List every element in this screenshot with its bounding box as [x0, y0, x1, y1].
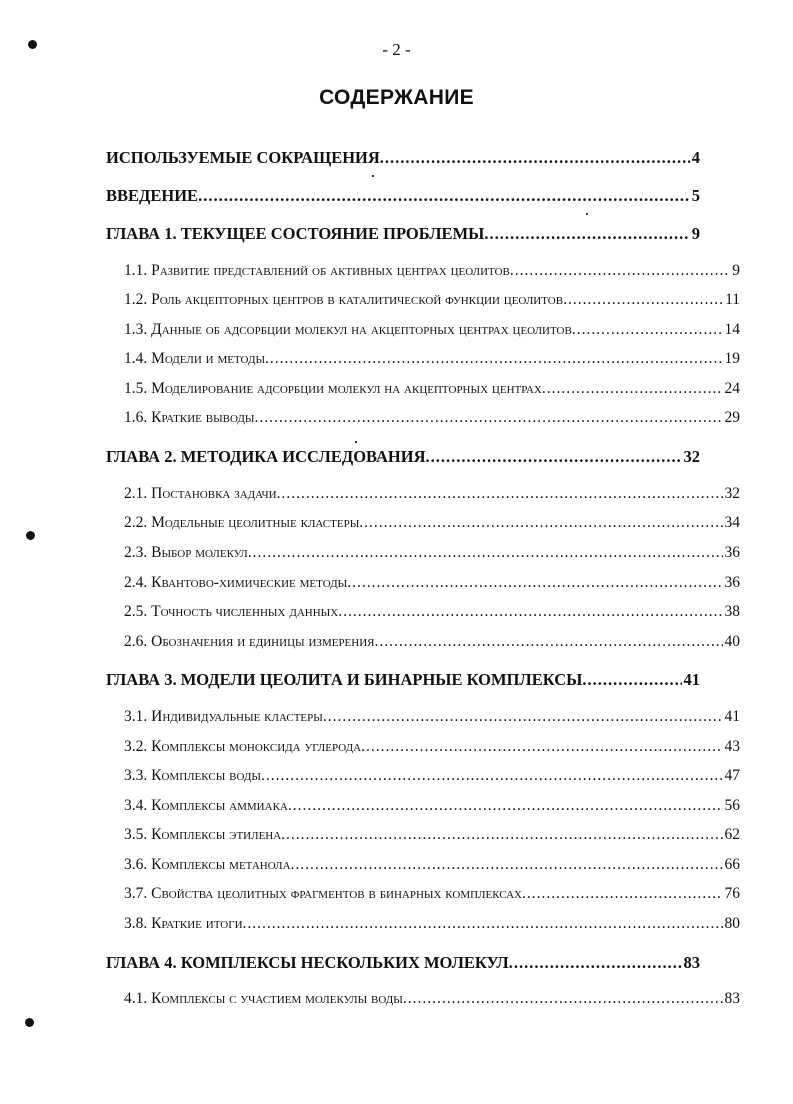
dot-leader [522, 885, 723, 903]
toc-entry-label: 1.5. Моделирование адсорбции молекул на акцепторных центрах [124, 380, 542, 397]
toc-chapter-4[interactable] [106, 953, 700, 973]
toc-chapter-1[interactable] [106, 224, 700, 244]
dot-leader [403, 990, 723, 1008]
scan-speck [586, 213, 588, 215]
toc-section-1-4[interactable] [124, 350, 740, 368]
toc-section-2-3[interactable] [124, 544, 740, 562]
dot-leader [338, 603, 722, 621]
toc-entry-page: 4 [691, 148, 700, 167]
dot-leader [582, 670, 681, 690]
toc-entry-label: 2.4. Квантово-химические методы [124, 574, 348, 591]
toc-entry-label: 1.3. Данные об адсорбции молекул на акцепторных центрах цеолитов [124, 321, 572, 338]
dot-leader [542, 380, 723, 398]
dot-leader [248, 544, 723, 562]
dot-leader [361, 738, 722, 756]
toc-section-3-4[interactable] [124, 797, 740, 815]
dot-leader [380, 148, 690, 168]
toc-chapter-introduction[interactable] [106, 186, 700, 206]
toc-entry-label: 3.5. Комплексы этилена [124, 826, 282, 843]
dot-leader [572, 321, 723, 339]
toc-entry-label: 2.5. Точность численных данных [124, 603, 339, 620]
dot-leader [375, 633, 723, 651]
toc-section-3-6[interactable] [124, 856, 740, 874]
toc-entry-label: 3.8. Краткие итоги [124, 915, 243, 932]
toc-entry-page: 9 [691, 224, 700, 243]
toc-entry-label: ВВЕДЕНИЕ [106, 186, 199, 205]
toc-section-3-8[interactable] [124, 915, 740, 933]
toc-entry-label: 3.7. Свойства цеолитных фрагментов в бинарных комплексах [124, 885, 522, 902]
toc-entry-label: ИСПОЛЬЗУЕМЫЕ СОКРАЩЕНИЯ [106, 148, 380, 167]
toc-section-4-1[interactable] [124, 990, 740, 1008]
dot-leader [509, 953, 682, 973]
dot-leader [484, 224, 689, 244]
toc-entry-label: 1.2. Роль акцепторных центров в каталитической функции цеолитов [124, 291, 564, 308]
toc-entry-page: 47 [724, 767, 740, 784]
toc-entry-page: 32 [683, 447, 700, 466]
toc-entry-label: 1.4. Модели и методы [124, 350, 266, 367]
toc-section-1-2[interactable] [124, 291, 740, 309]
dot-leader [510, 262, 730, 280]
toc-section-2-1[interactable] [124, 485, 740, 503]
toc-entry-label: ГЛАВА 4. КОМПЛЕКСЫ НЕСКОЛЬКИХ МОЛЕКУЛ [106, 953, 509, 972]
toc-chapter-3[interactable] [106, 670, 700, 690]
toc-entry-label: 1.6. Краткие выводы [124, 409, 255, 426]
toc-entry-label: 3.3. Комплексы воды [124, 767, 262, 784]
dot-leader [198, 186, 690, 206]
page-title: СОДЕРЖАНИЕ [319, 86, 474, 109]
dot-leader [243, 915, 723, 933]
toc-section-3-5[interactable] [124, 826, 740, 844]
toc-entry-page: 83 [724, 990, 740, 1007]
dot-leader [347, 574, 722, 592]
toc-entry-label: 2.3. Выбор молекул [124, 544, 248, 561]
toc-section-2-2[interactable] [124, 514, 740, 532]
toc-section-3-1[interactable] [124, 708, 740, 726]
toc-section-1-5[interactable] [124, 380, 740, 398]
toc-entry-label: 3.1. Индивидуальные кластеры [124, 708, 323, 725]
toc-entry-page: 43 [724, 738, 740, 755]
dot-leader [255, 409, 723, 427]
page-number: - 2 - [382, 40, 411, 59]
toc-entry-label: 2.2. Модельные цеолитные кластеры [124, 514, 360, 531]
toc-section-1-6[interactable] [124, 409, 740, 427]
dot-leader [288, 797, 723, 815]
punch-hole-mark [26, 531, 35, 540]
dot-leader [323, 708, 723, 726]
toc-entry-page: 5 [691, 186, 700, 205]
dot-leader [291, 856, 723, 874]
toc-entry-page: 14 [724, 321, 740, 338]
toc-entry-label: ГЛАВА 2. МЕТОДИКА ИССЛЕДОВАНИЯ [106, 447, 426, 466]
toc-section-1-3[interactable] [124, 321, 740, 339]
toc-entry-page: 36 [724, 574, 740, 591]
toc-chapter-2[interactable] [106, 447, 700, 467]
toc-section-3-2[interactable] [124, 738, 740, 756]
dot-leader [563, 291, 723, 309]
toc-entry-page: 40 [724, 633, 740, 650]
toc-entry-page: 34 [724, 514, 740, 531]
dot-leader [277, 485, 723, 503]
toc-chapter-abbreviations[interactable] [106, 148, 700, 168]
dot-leader [359, 514, 722, 532]
toc-entry-page: 66 [724, 856, 740, 873]
toc-section-3-3[interactable] [124, 767, 740, 785]
toc-section-3-7[interactable] [124, 885, 740, 903]
toc-entry-page: 38 [724, 603, 740, 620]
toc-entry-page: 32 [724, 485, 740, 502]
toc-entry-label: 4.1. Комплексы с участием молекулы воды [124, 990, 403, 1007]
toc-entry-label: 3.4. Комплексы аммиака [124, 797, 288, 814]
toc-section-2-4[interactable] [124, 574, 740, 592]
toc-entry-label: 2.6. Обозначения и единицы измерения [124, 633, 375, 650]
toc-entry-label: 3.2. Комплексы моноксида углерода [124, 738, 362, 755]
toc-entry-page: 9 [732, 262, 740, 279]
toc-entry-page: 76 [724, 885, 740, 902]
toc-entry-page: 41 [683, 670, 700, 689]
toc-entry-page: 24 [724, 380, 740, 397]
toc-entry-label: 1.1. Развитие представлений об активных центрах цеолитов [124, 262, 510, 279]
toc-section-2-6[interactable] [124, 633, 740, 651]
toc-section-1-1[interactable] [124, 262, 740, 280]
dot-leader [426, 447, 682, 467]
toc-entry-page: 56 [724, 797, 740, 814]
punch-hole-mark [25, 1018, 34, 1027]
toc-entry-page: 11 [725, 291, 740, 308]
toc-entry-label: 2.1. Постановка задачи [124, 485, 277, 502]
toc-entry-label: ГЛАВА 1. ТЕКУЩЕЕ СОСТОЯНИЕ ПРОБЛЕМЫ [106, 224, 485, 243]
scan-speck [355, 441, 357, 443]
dot-leader [281, 826, 722, 844]
toc-entry-page: 80 [724, 915, 740, 932]
toc-entry-page: 29 [724, 409, 740, 426]
toc-entry-page: 83 [683, 953, 700, 972]
dot-leader [261, 767, 722, 785]
toc-section-2-5[interactable] [124, 603, 740, 621]
scan-speck [372, 175, 374, 177]
toc-entry-page: 36 [724, 544, 740, 561]
toc-entry-page: 41 [724, 708, 740, 725]
toc-entry-label: ГЛАВА 3. МОДЕЛИ ЦЕОЛИТА И БИНАРНЫЕ КОМПЛЕКСЫ [106, 670, 583, 689]
toc-entry-label: 3.6. Комплексы метанола [124, 856, 291, 873]
toc-entry-page: 62 [724, 826, 740, 843]
dot-leader [265, 350, 722, 368]
toc-entry-page: 19 [724, 350, 740, 367]
